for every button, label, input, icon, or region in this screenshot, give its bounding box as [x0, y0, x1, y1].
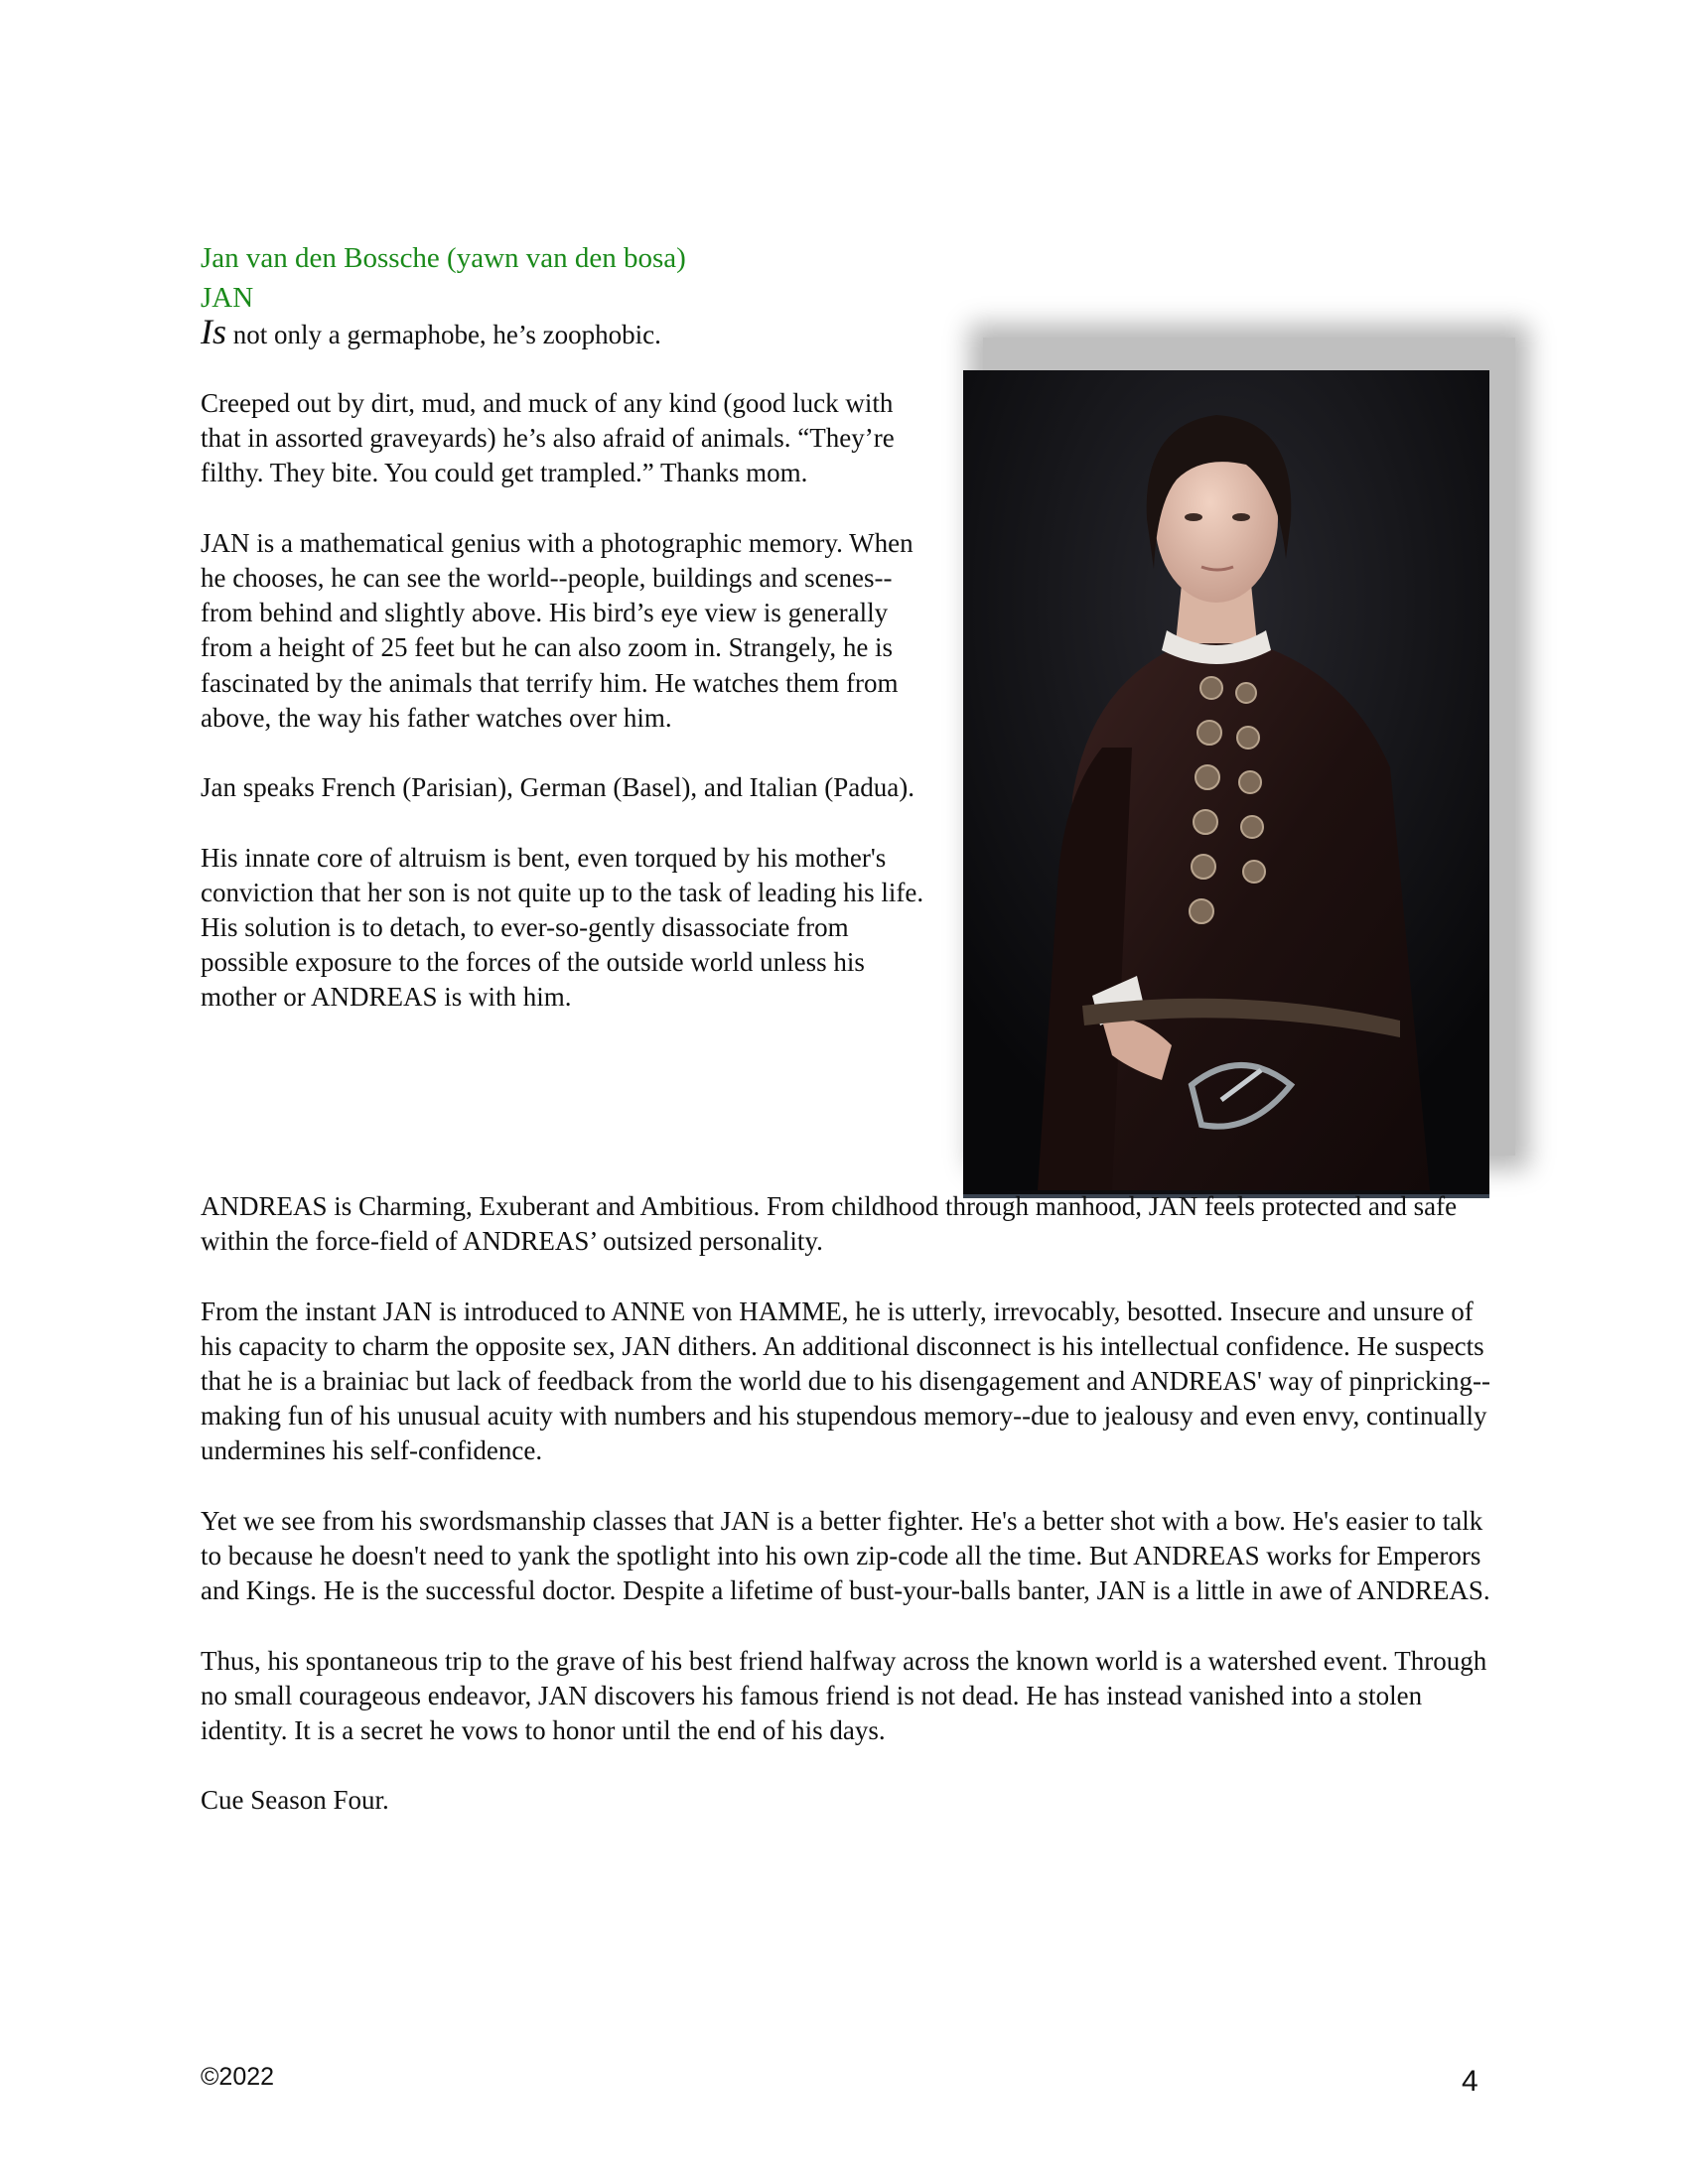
character-short-name: JAN [201, 282, 254, 314]
lead-sentence [201, 314, 661, 352]
column-text [201, 386, 935, 1050]
paragraph: Thus, his spontaneous trip to the grave of his best friend halfway across the known world is a watershed event. Through no small courageous endeavor, JAN discovers his famous friend is not dead. He has instead vanished into a stolen identity. It is a secret he vows to honor until the end of his days. [201, 1645, 1487, 1745]
paragraph: His innate core of altruism is bent, even torqued by his mother's conviction that her son is not quite up to the task of leading his life. His solution is to detach, to ever-so-gently disassociate from possible exposure to the forces of the outside world unless his mother or ANDREAS is with him. [201, 842, 924, 1013]
character-name-heading: Jan van den Bossche (yawn van den bosa) [201, 242, 686, 274]
paragraph: Jan speaks French (Parisian), German (Basel), and Italian (Padua). [201, 772, 915, 803]
paragraph: Cue Season Four. [201, 1785, 389, 1816]
lead-first-word: Is [201, 312, 226, 351]
lead-rest: not only a germaphobe, he’s zoophobic. [226, 320, 661, 349]
page-number: 4 [1462, 2065, 1478, 2098]
copyright-notice: ©2022 [201, 2063, 275, 2091]
paragraph: Creeped out by dirt, mud, and muck of any kind (good luck with that in assorted graveyards) he’s also afraid of animals. “They’re filthy. They bite. You could get trampled.” Thanks mom. [201, 388, 895, 488]
paragraph: JAN is a mathematical genius with a photographic memory. When he chooses, he can see the world--people, buildings and scenes--from behind and slightly above. His bird’s eye view is generally from a height of 25 feet but he can also zoom in. Strangely, he is fascinated by the animals that terrify him. He watches them from above, the way his father watches over him. [201, 527, 914, 733]
full-width-text [201, 1189, 1491, 1853]
portrait-photo [963, 370, 1489, 1198]
portrait-illustration [963, 370, 1489, 1190]
paragraph: ANDREAS is Charming, Exuberant and Ambitious. From childhood through manhood, JAN feels protected and safe within the force-field of ANDREAS’ outsized personality. [201, 1191, 1458, 1257]
paragraph: Yet we see from his swordsmanship classes that JAN is a better fighter. He's a better shot with a bow. He's easier to talk to because he doesn't need to yank the spotlight into his own zip-code all the time. But ANDREAS works for Emperors and Kings. He is the successful doctor. Despite a lifetime of bust-your-balls banter, JAN is a little in awe of ANDREAS. [201, 1505, 1490, 1606]
paragraph: From the instant JAN is introduced to ANNE von HAMME, he is utterly, irrevocably, besotted. Insecure and unsure of his capacity to charm the opposite sex, JAN dithers. An additional disconnect is his intellectual confidence. He suspects that he is a brainiac but lack of feedback from the world due to his disengagement and ANDREAS' way of pinpricking--making fun of his unusual acuity with numbers and his stupendous memory--due to jealousy and even envy, continually undermines his self-confidence. [201, 1296, 1491, 1466]
